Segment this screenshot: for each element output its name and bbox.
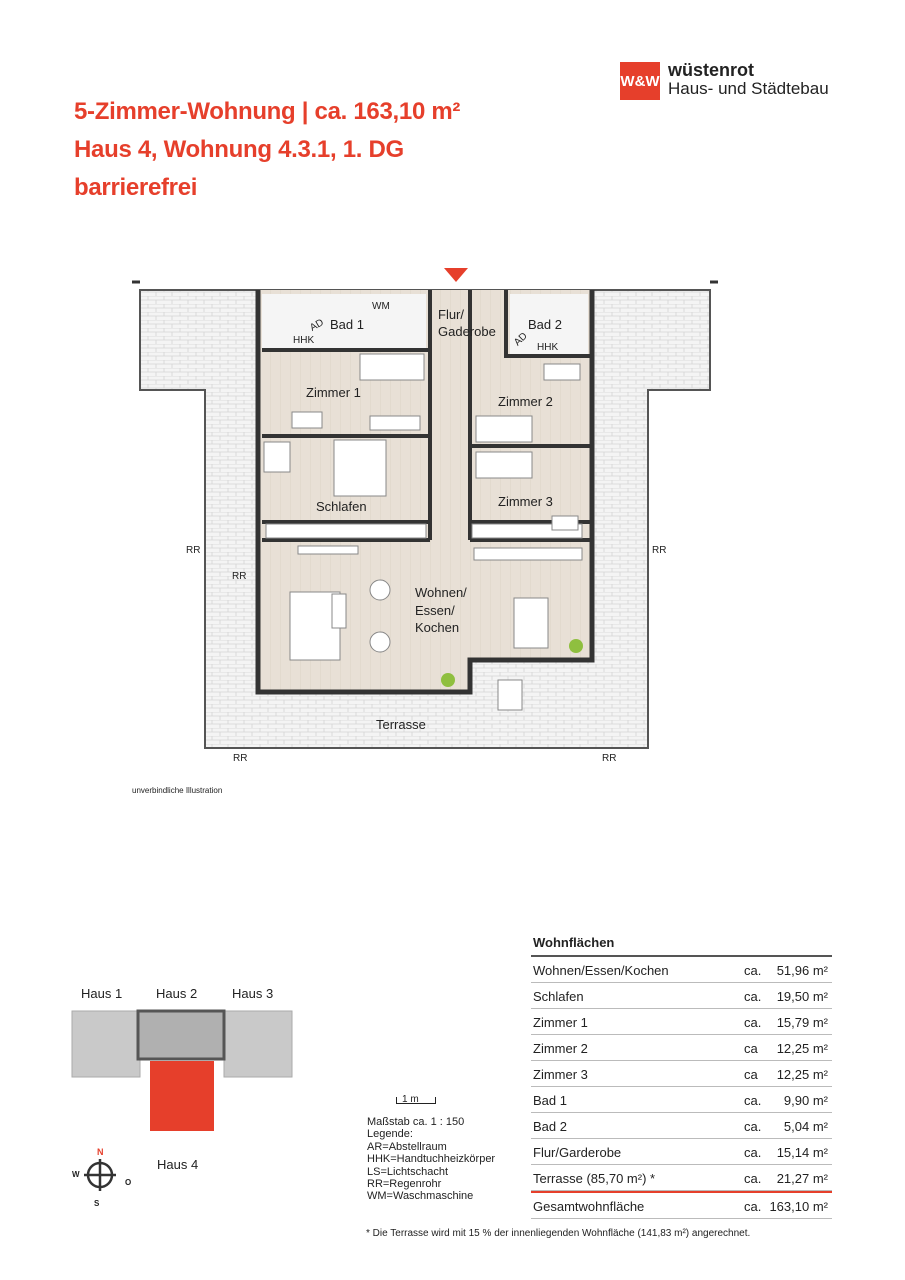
room-label-bad1: Bad 1 — [330, 317, 364, 332]
area-value: 9,90 m² — [783, 1093, 828, 1108]
table-row — [531, 1009, 832, 1035]
brand-subtitle: Haus- und Städtebau — [668, 79, 829, 98]
site-label-haus2: Haus 2 — [156, 986, 198, 1001]
brand-logo-mark: W&W — [620, 62, 660, 100]
legend-title: Legende: — [367, 1128, 413, 1141]
room-label-bad2: Bad 2 — [528, 317, 562, 332]
site-label-haus4: Haus 4 — [157, 1157, 199, 1172]
compass-east: O — [125, 1178, 132, 1187]
rr-label-bottom-right: RR — [602, 753, 617, 764]
accessibility-note: barrierefrei — [74, 174, 198, 201]
table-row — [531, 955, 832, 983]
hhk-label-bad1: HHK — [293, 335, 315, 346]
area-approx: ca — [744, 1041, 758, 1056]
compass-south: S — [94, 1199, 100, 1208]
table-row — [531, 983, 832, 1009]
area-approx: ca. — [744, 1015, 762, 1030]
area-name: Flur/Garderobe — [533, 1145, 622, 1160]
area-name: Terrasse (85,70 m²) * — [533, 1171, 656, 1186]
area-approx: ca. — [744, 1171, 762, 1186]
scale-bar-label: 1 m — [402, 1094, 419, 1105]
legend-item: WM=Waschmaschine — [367, 1190, 474, 1203]
compass-west: W — [72, 1170, 80, 1179]
table-row — [531, 1165, 832, 1191]
rr-label-left: RR — [186, 545, 201, 556]
legend-scale: Maßstab ca. 1 : 150 — [367, 1116, 465, 1128]
legend-item: HHK=Handtuchheizkörper — [367, 1153, 496, 1166]
room-label-zimmer3: Zimmer 3 — [498, 494, 553, 509]
area-total-name: Gesamtwohnfläche — [533, 1199, 645, 1214]
area-value: 12,25 m² — [776, 1067, 828, 1082]
wm-label: WM — [372, 301, 390, 312]
legend — [367, 1116, 495, 1203]
legend-item: RR=Regenrohr — [367, 1178, 442, 1191]
area-approx: ca. — [744, 963, 762, 978]
rr-label-right: RR — [652, 545, 667, 556]
rr-label-left-inner: RR — [232, 571, 247, 582]
area-value: 15,14 m² — [776, 1145, 828, 1160]
room-label-gaderobe: Gaderobe — [438, 324, 496, 339]
compass-north: N — [97, 1147, 104, 1157]
area-value: 12,25 m² — [776, 1041, 828, 1056]
area-approx: ca. — [744, 1199, 762, 1214]
area-table-title: Wohnflächen — [533, 935, 615, 950]
area-total-value: 163,10 m² — [769, 1199, 828, 1214]
room-label-wohnen: Wohnen/ — [415, 585, 467, 600]
area-value: 21,27 m² — [776, 1171, 828, 1186]
page-subtitle: Haus 4, Wohnung 4.3.1, 1. DG — [74, 136, 404, 163]
area-value: 15,79 m² — [776, 1015, 828, 1030]
room-label-flur: Flur/ — [438, 307, 464, 322]
area-approx: ca. — [744, 1093, 762, 1108]
table-row — [531, 1139, 832, 1165]
ad-label-bad2: AD — [512, 330, 530, 349]
room-label-schlafen: Schlafen — [316, 499, 367, 514]
area-name: Zimmer 3 — [533, 1067, 588, 1082]
table-row — [531, 1061, 832, 1087]
area-table — [531, 955, 832, 1219]
room-label-terrasse: Terrasse — [376, 717, 426, 732]
terrace-footnote: * Die Terrasse wird mit 15 % der innenliegenden Wohnfläche (141,83 m²) angerechnet. — [366, 1228, 751, 1239]
site-label-haus3: Haus 3 — [232, 986, 274, 1001]
room-label-zimmer1: Zimmer 1 — [306, 385, 361, 400]
legend-item: AR=Abstellraum — [367, 1140, 447, 1153]
room-label-zimmer2: Zimmer 2 — [498, 394, 553, 409]
brand-name: wüstenrot — [668, 60, 755, 80]
area-value: 19,50 m² — [776, 989, 828, 1004]
table-row — [531, 1113, 832, 1139]
area-name: Bad 2 — [533, 1119, 567, 1134]
area-approx: ca. — [744, 989, 762, 1004]
site-map — [60, 1005, 300, 1200]
table-row-total — [531, 1191, 832, 1219]
area-value: 51,96 m² — [776, 963, 828, 978]
entrance-marker — [444, 268, 468, 282]
area-approx: ca — [744, 1067, 758, 1082]
ad-label-bad1: AD — [308, 317, 326, 334]
area-name: Zimmer 1 — [533, 1015, 588, 1030]
rr-label-bottom-left: RR — [233, 753, 248, 764]
room-label-essen: Essen/ — [415, 603, 455, 618]
area-name: Schlafen — [533, 989, 584, 1004]
hhk-label-bad2: HHK — [537, 342, 559, 353]
site-label-haus1: Haus 1 — [81, 986, 123, 1001]
illustration-note: unverbindliche Illustration — [132, 786, 223, 795]
table-row — [531, 1035, 832, 1061]
room-label-kochen: Kochen — [415, 620, 460, 635]
area-approx: ca. — [744, 1145, 762, 1160]
area-name: Bad 1 — [533, 1093, 567, 1108]
legend-item: LS=Lichtschacht — [367, 1165, 449, 1178]
terrace-cutout — [470, 660, 592, 692]
table-row — [531, 1087, 832, 1113]
area-value: 5,04 m² — [783, 1119, 828, 1134]
area-name: Wohnen/Essen/Kochen — [533, 963, 669, 978]
area-approx: ca. — [744, 1119, 762, 1134]
page-title: 5-Zimmer-Wohnung | ca. 163,10 m² — [74, 98, 461, 125]
unit-highlight — [150, 1061, 214, 1131]
area-name: Zimmer 2 — [533, 1041, 588, 1056]
